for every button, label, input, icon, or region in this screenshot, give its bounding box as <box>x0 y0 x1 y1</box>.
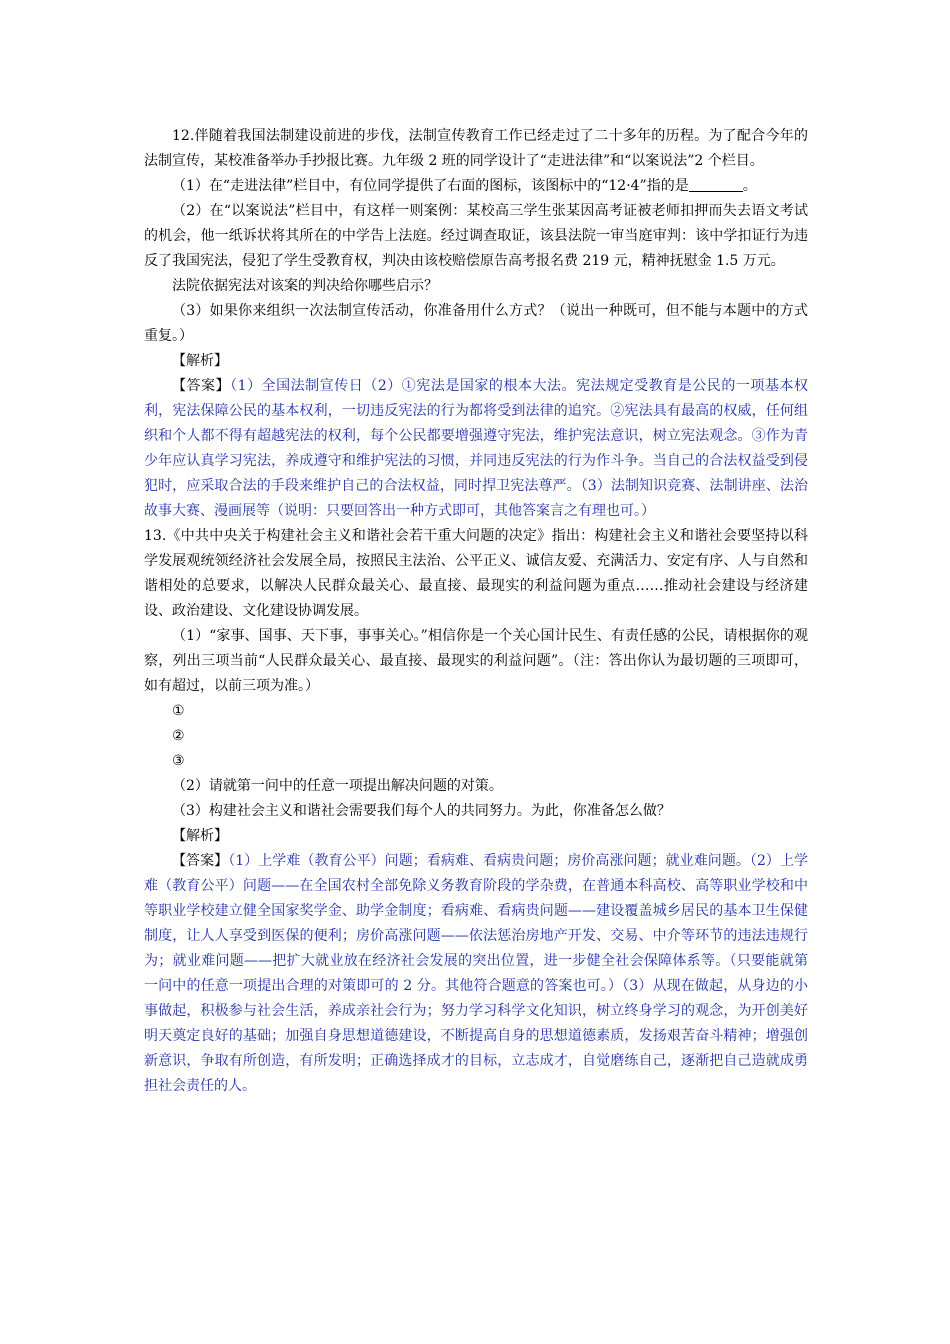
q13-mark-2: ② <box>172 728 185 744</box>
q12-answer <box>144 374 808 524</box>
q13-answer-label: 【答案】 <box>172 853 229 869</box>
q12-stem: 12.伴随着我国法制建设前进的步伐，法制宣传教育工作已经走过了二十多年的历程。为了配合今年的法制宣传，某校准备举办手抄报比赛。九年级 2 班的同学设计了“走进法律”和“以案说法”2 个栏目。 <box>144 128 808 169</box>
q12-part2-question: 法院依据宪法对该案的判决给你哪些启示？ <box>172 278 438 294</box>
q12-part1-text: （1）在“走进法律”栏目中，有位同学提供了右面的图标，该图标中的“12·4”指的是 <box>172 178 689 194</box>
q13-mark-3: ③ <box>172 753 185 769</box>
q13-part2: （2）请就第一问中的任意一项提出解决问题的对策。 <box>172 778 503 794</box>
q13-answer <box>144 849 808 1099</box>
q13-stem: 13.《中共中央关于构建社会主义和谐社会若干重大问题的决定》指出：构建社会主义和谐社会要坚持以科学发展观统领经济社会发展全局，按照民主法治、公平正义、诚信友爱、充满活力、安定有序、人与自然和谐相处的总要求，以解决人民群众最关心、最直接、最现实的利益问题为重点……推动社会建设与经济建设、政治建设、文化建设协调发展。 <box>144 528 808 619</box>
q12-part2: （2）在“以案说法”栏目中，有这样一则案例：某校高三学生张某因高考证被老师扣押而失去语文考试的机会，他一纸诉状将其所在的中学告上法庭。经过调查取证，该县法院一审当庭审判：该中学扣证行为违反了我国宪法，侵犯了学生受教育权，判决由该校赔偿原告高考报名费 219 元，精神抚慰金 1.5 万元。 <box>144 203 808 269</box>
document-content <box>144 124 808 1099</box>
q13-part3: （3）构建社会主义和谐社会需要我们每个人的共同努力。为此，你准备怎么做？ <box>172 803 671 819</box>
q13-analysis-label: 【解析】 <box>172 828 228 844</box>
q13-answer-text: （1）上学难（教育公平）问题；看病难、看病贵问题；房价高涨问题；就业难问题。（2）上学难（教育公平）问题——在全国农村全部免除义务教育阶段的学杂费，在普通本科高校、高等职业学校和中等职业学校建立健全国家奖学金、助学金制度；看病难、看病贵问题——建设覆盖城乡居民的基本卫生保健制度，让人人享受到医保的便利；房价高涨问题——依法惩治房地产开发、交易、中介等环节的违法违规行为；就业难问题——把扩大就业放在经济社会发展的突出位置，进一步健全社会保障体系等。（只要能就第一问中的任意一项提出合理的对策即可的 2 分。其他符合题意的答案也可。）（3）从现在做起，从身边的小事做起，积极参与社会生活，养成亲社会行为；努力学习科学文化知识，树立终身学习的观念，为开创美好明天奠定良好的基础；加强自身思想道德建设，不断提高自身的思想道德素质，发扬艰苦奋斗精神；增强创新意识，争取有所创造，有所发明；正确选择成才的目标，立志成才，自觉磨练自己，逐渐把自己造就成勇担社会责任的人。 <box>144 853 809 1094</box>
q13-part1: （1）“家事、国事、天下事，事事关心。”相信你是一个关心国计民生、有责任感的公民，请根据你的观察，列出三项当前“人民群众最关心、最直接、最现实的利益问题”。（注：答出你认为最切题的三项即可，如有超过，以前三项为准。） <box>144 628 808 694</box>
q12-analysis-label: 【解析】 <box>172 353 228 369</box>
q12-part1-end: 。 <box>742 178 757 194</box>
q12-answer-text: （1）全国法制宣传日（2）①宪法是国家的根本大法。宪法规定受教育是公民的一项基本权利，宪法保障公民的基本权利，一切违反宪法的行为都将受到法律的追究。②宪法具有最高的权威，任何组织和个人都不得有超越宪法的权利，每个公民都要增强遵守宪法，维护宪法意识，树立宪法观念。③作为青少年应认真学习宪法，养成遵守和维护宪法的习惯，并同违反宪法的行为作斗争。当自己的合法权益受到侵犯时，应采取合法的手段来维护自己的合法权益，同时捍卫宪法尊严。（3）法制知识竞赛、法制讲座、法治故事大赛、漫画展等（说明：只要回答出一种方式即可，其他答案言之有理也可。） <box>144 378 809 519</box>
q12-part1 <box>144 174 808 199</box>
q12-answer-label: 【答案】 <box>172 378 231 394</box>
q12-part1-blank <box>689 177 743 192</box>
q12-part3: （3）如果你来组织一次法制宣传活动，你准备用什么方式？（说出一种既可，但不能与本题中的方式重复。） <box>144 303 808 344</box>
q13-mark-1: ① <box>172 703 185 719</box>
